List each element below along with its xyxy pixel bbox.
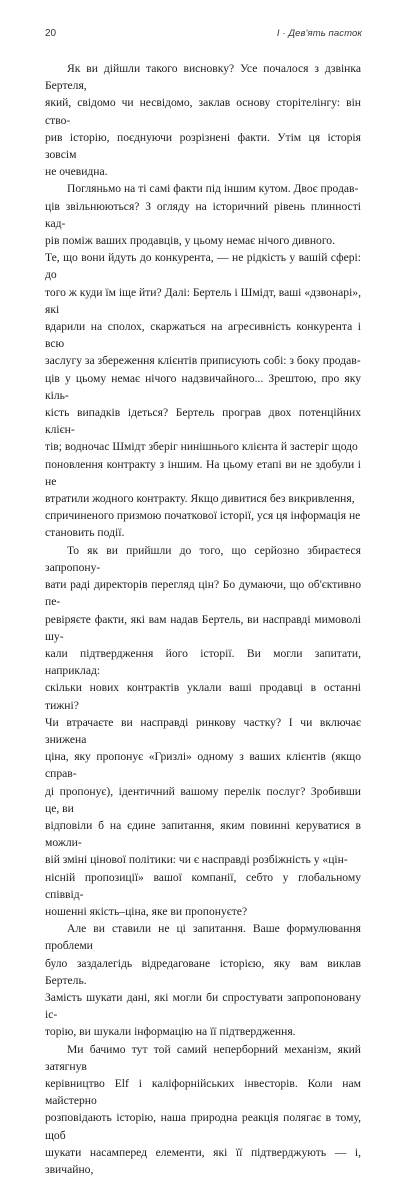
- body-text: [45, 60, 361, 1178]
- paragraph: Ми бачимо тут той самий неперборний механізм, який затягнув керівництво Elf і каліфорнійських інвесторів. Коли нам майстерно розповідають історію, наша природна реакція полягає в тому, щоб шукати насамперед елементи, які її підтверджують — і, звичайно,: [45, 1042, 361, 1176]
- paragraph: То як ви прийшли до того, що серйозно збираєтеся запропону- вати раді директорів перегляд цін? Бо думаючи, що об'єктивно пе- ревіряєте факти, які вам надав Бертель, ви насправді мимоволі шу- кали підтвердження його історії. Ви могли запитати, наприклад: скільки нових контрактів уклали ваші продавці в останні тижні? Чи втрачаєте ви насправді ринкову частку? І чи включає знижена ціна, яку пропонує «Гризлі» одному з ваших клієнтів (якщо справ- ді пропонує), ідентичний вашому перелік послуг? Зробивши це, ви відповіли б на єдине запитання, яким повинні керуватися в можли- вій зміні цінової політики: чи є насправді розбіжність у «цін- нісній пропозиції» вашої компанії, себто у глобальному співвід- ношенні якість–ціна, яке ви пропонуєте?: [45, 543, 361, 918]
- page-number: 20: [45, 28, 57, 39]
- page-header: [45, 28, 362, 42]
- paragraph: Але ви ставили не ці запитання. Ваше формулювання проблеми було заздалегідь відредаговане історією, яку вам виклав Бертель. Замість шукати дані, які могли би спростувати запропоновану іс- торію, ви шукали інформацію на її підтвердження.: [45, 922, 361, 1039]
- paragraph: Як ви дійшли такого висновку? Усе почалося з дзвінка Бертеля, який, свідомо чи несвідомо, заклав основу сторітелінгу: він ство- рив історію, поєднуючи розрізнені факти. Утім ця історія зовсім не очевидна.: [45, 62, 361, 179]
- paragraph: Погляньмо на ті самі факти під іншим кутом. Двоє продав- ців звільнюються? З огляду на історичний рівень плинності кад- рів поміж ваших продавців, у цьому немає нічого дивного. Те, що вони йдуть до конкурента, — не рідкість у вашій сфері: до того ж куди їм іще йти? Далі: Бертель і Шмідт, ваші «дзвонарі», які вдарили на сполох, скаржаться на агресивність конкурента і всю заслугу за збереження клієнтів приписують собі: з боку продав- ців у цьому немає нічого надзвичайного... Зрештою, про яку кіль- кість випадків ідеться? Бертель програв двох потенційних клієн- тів; водночас Шмідт зберіг нинішнього клієнта й застеріг щодо поновлення контракту з іншим. На цьому етапі ви не здобули і не втратили жодного контракту. Якщо дивитися без викривлення, спричиненого призмою початкової історії, уся ця інформація не становить події.: [45, 182, 361, 540]
- running-head: I · Дев'ять пасток: [276, 28, 362, 39]
